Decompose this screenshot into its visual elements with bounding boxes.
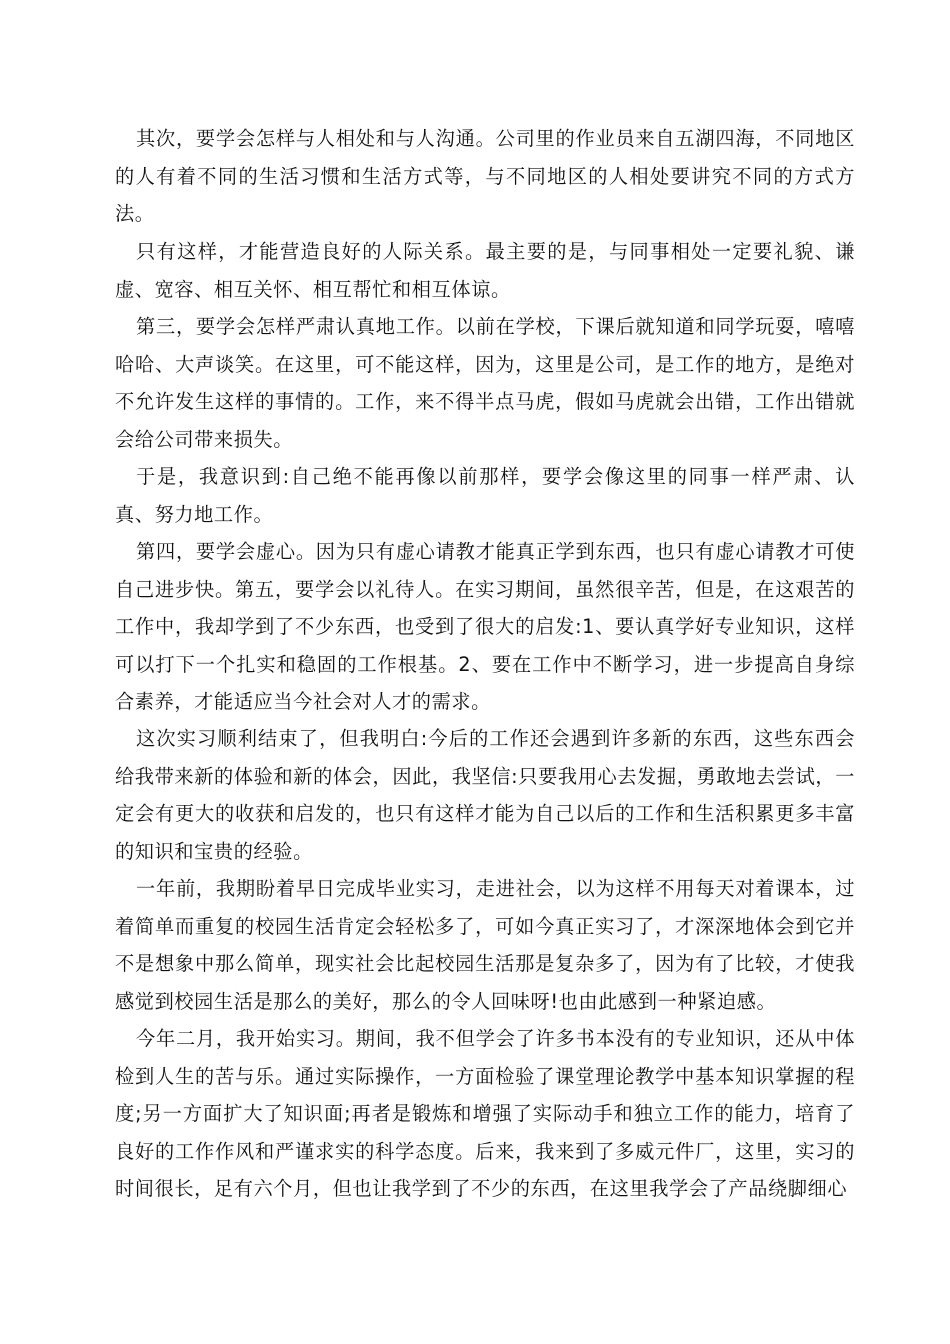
paragraph-serious-work: 第三，要学会怎样严肃认真地工作。以前在学校，下课后就知道和同学玩耍，嘻嘻哈哈、大声谈笑。在这里，可不能这样，因为，这里是公司，是工作的地方，是绝对不允许发生这样的事情的。工作，来不得半点马虎，假如马虎就会出错，工作出错就会给公司带来损失。 (115, 315, 855, 451)
paragraph-humility: 第四，要学会虚心。因为只有虚心请教才能真正学到东西，也只有虚心请教才可使自己进步快。第五，要学会以礼待人。在实习期间，虽然很辛苦，但是，在这艰苦的工作中，我却学到了不少东西，也受到了很大的启发:1、要认真学好专业知识，这样可以打下一个扎实和稳固的工作根基。2、要在工作中不断学习，进一步提高自身综合素养，才能适应当今社会对人才的需求。 (115, 540, 855, 713)
paragraph-year-ago: 一年前，我期盼着早日完成毕业实习，走进社会，以为这样不用每天对着课本，过着简单而重复的校园生活肯定会轻松多了，可如今真正实习了，才深深地体会到它并不是想象中那么简单，现实社会比起校园生活那是复杂多了，因为有了比较，才使我感觉到校园生活是那么的美好，那么的令人回味呀!也由此感到一种紧迫感。 (115, 877, 855, 1013)
paragraph-realization: 于是，我意识到:自己绝不能再像以前那样，要学会像这里的同事一样严肃、认真、努力地工作。 (115, 465, 855, 526)
paragraph-relationships: 只有这样，才能营造良好的人际关系。最主要的是，与同事相处一定要礼貌、谦虚、宽容、相互关怀、相互帮忙和相互体谅。 (115, 240, 855, 301)
paragraph-february: 今年二月，我开始实习。期间，我不但学会了许多书本没有的专业知识，还从中体检到人生的苦与乐。通过实际操作，一方面检验了课堂理论教学中基本知识掌握的程度;另一方面扩大了知识面;再者是锻炼和增强了实际动手和独立工作的能力，培育了良好的工作作风和严谨求实的科学态度。后来，我来到了多威元件厂，这里，实习的时间很长，足有六个月，但也让我学到了不少的东西，在这里我学会了产品绕脚细心 (115, 1027, 855, 1200)
paragraph-communication: 其次，要学会怎样与人相处和与人沟通。公司里的作业员来自五湖四海，不同地区的人有着不同的生活习惯和生活方式等，与不同地区的人相处要讲究不同的方式方法。 (115, 127, 855, 225)
paragraph-internship-end: 这次实习顺利结束了，但我明白:今后的工作还会遇到许多新的东西，这些东西会给我带来新的体验和新的体会，因此，我坚信:只要我用心去发掘，勇敢地去尝试，一定会有更大的收获和启发的，也只有这样才能为自己以后的工作和生活积累更多丰富的知识和宝贵的经验。 (115, 727, 855, 863)
